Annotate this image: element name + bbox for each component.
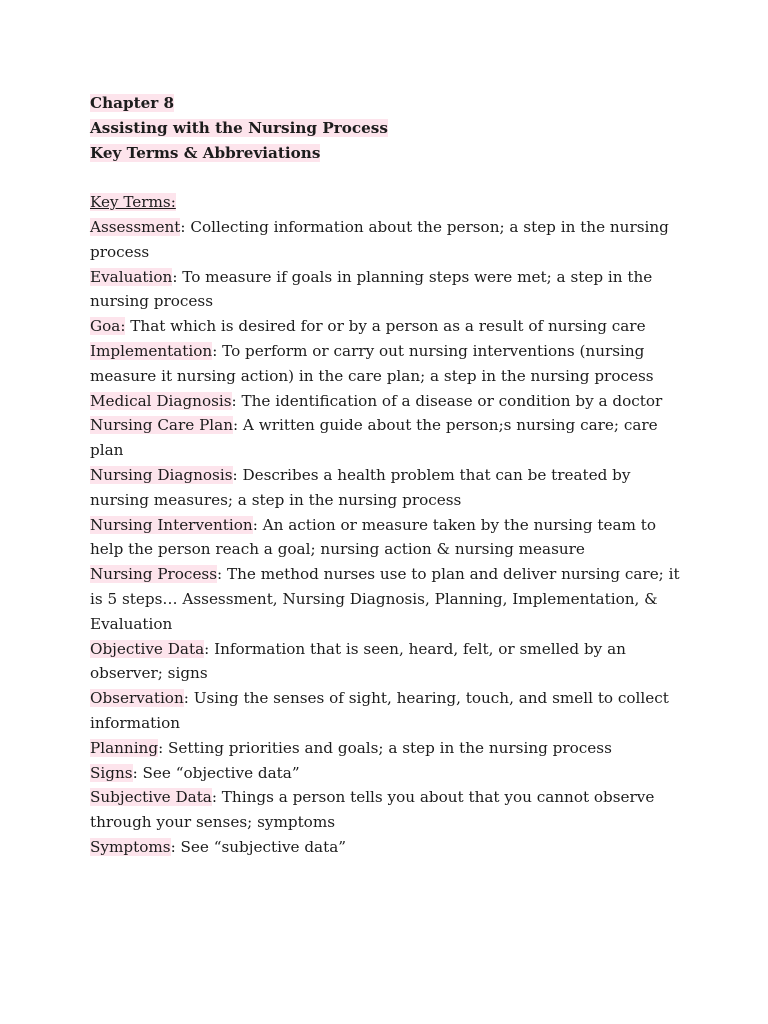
term-name: Medical Diagnosis xyxy=(90,391,232,410)
key-terms-heading xyxy=(90,190,690,215)
chapter-text: Chapter 8 xyxy=(90,94,175,112)
term-entry xyxy=(90,339,690,389)
term-name: Assessment xyxy=(90,217,181,236)
term-name: Nursing Intervention xyxy=(90,515,253,534)
term-entry xyxy=(90,785,690,835)
term-name: Symptoms xyxy=(90,837,171,856)
term-entry xyxy=(90,389,690,414)
document-subtitle xyxy=(90,141,690,166)
term-entry xyxy=(90,215,690,265)
term-definition: : Describes a health problem that can be treated by nursing measures; a step in the nursing process xyxy=(90,465,631,509)
term-name: Nursing Diagnosis xyxy=(90,465,233,484)
term-definition: : Using the senses of sight, hearing, touch, and smell to collect information xyxy=(90,689,669,732)
term-entry xyxy=(90,562,690,636)
term-definition: : Collecting information about the person; a step in the nursing process xyxy=(90,217,669,261)
term-entry xyxy=(90,413,690,463)
term-name: Objective Data xyxy=(90,639,205,658)
document-title xyxy=(90,116,690,141)
term-entry xyxy=(90,736,690,761)
title-text: Assisting with the Nursing Process xyxy=(90,118,388,137)
term-definition: That which is desired for or by a person as a result of nursing care xyxy=(125,317,646,336)
term-name: Nursing Process xyxy=(90,565,218,584)
document-page xyxy=(90,91,690,860)
term-name: Observation xyxy=(90,689,184,708)
term-definition: : An action or measure taken by the nursing team to help the person reach a goal; nursing action & nursing measure xyxy=(90,515,657,559)
term-definition: : A written guide about the person;s nursing care; care plan xyxy=(90,416,658,460)
term-definition: : Things a person tells you about that you cannot observe through your senses; symptoms xyxy=(90,788,655,832)
term-definition: : See “subjective data” xyxy=(170,837,347,856)
term-definition: : See “objective data” xyxy=(132,763,300,782)
term-entry xyxy=(90,761,690,786)
term-entry xyxy=(90,314,690,339)
term-definition: : The method nurses use to plan and deliver nursing care; it is 5 steps… Assessment, Nursing Diagnosis, Planning, Implementation, & Evaluation xyxy=(90,565,680,633)
subtitle-text: Key Terms & Abbreviations xyxy=(90,143,321,162)
term-definition: : Information that is seen, heard, felt, or smelled by an observer; signs xyxy=(90,639,626,683)
term-entry xyxy=(90,513,690,563)
key-terms-heading-text: Key Terms: xyxy=(90,193,176,212)
term-definition: : To measure if goals in planning steps were met; a step in the nursing process xyxy=(90,267,653,311)
term-name: Goa: xyxy=(90,317,126,336)
term-name: Planning xyxy=(90,738,159,757)
term-name: Evaluation xyxy=(90,267,173,286)
term-name: Signs xyxy=(90,763,133,782)
term-name: Nursing Care Plan xyxy=(90,416,233,435)
chapter-label xyxy=(90,91,690,116)
term-entry xyxy=(90,265,690,315)
term-definition: : Setting priorities and goals; a step in the nursing process xyxy=(158,738,612,757)
term-definition: : The identification of a disease or condition by a doctor xyxy=(231,391,663,410)
term-name: Subjective Data xyxy=(90,788,212,807)
term-entry xyxy=(90,463,690,513)
term-entry xyxy=(90,835,690,860)
term-name: Implementation xyxy=(90,341,213,360)
term-list xyxy=(90,215,690,860)
term-entry xyxy=(90,637,690,687)
blank-line xyxy=(90,165,690,190)
term-entry xyxy=(90,686,690,736)
term-definition: : To perform or carry out nursing interventions (nursing measure it nursing action) in the care plan; a step in the nursing process xyxy=(90,341,654,385)
